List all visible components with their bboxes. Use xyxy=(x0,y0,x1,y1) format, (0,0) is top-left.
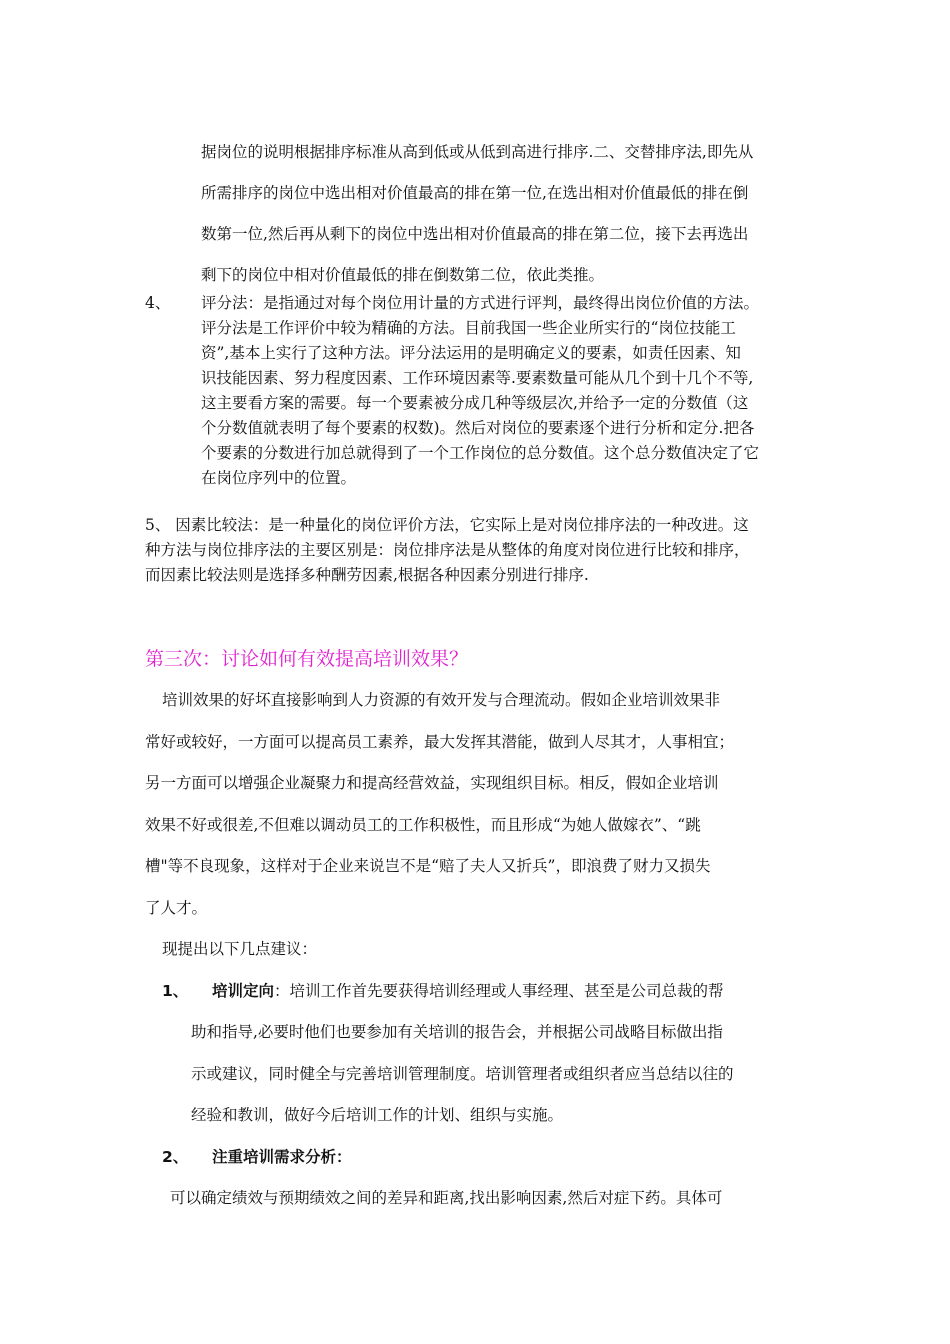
item5-line-3: 而因素比较法则是选择多种酬劳因素,根据各种因素分别进行排序. xyxy=(145,566,589,584)
continuation-line-4: 剩下的岗位中相对价值最低的排在倒数第二位，依此类推。 xyxy=(201,266,605,284)
point2-line: 可以确定绩效与预期绩效之间的差异和距离,找出影响因素,然后对症下药。具体可 xyxy=(170,1189,723,1207)
section-heading: 第三次：讨论如何有效提高培训效果？ xyxy=(145,648,469,670)
point1-number: 1、 xyxy=(162,982,189,1000)
intro-line-5: 槽"等不良现象，这样对于企业来说岂不是“赔了夫人又折兵”，即浪费了财力又损失 xyxy=(145,857,711,875)
item5-line-2: 种方法与岗位排序法的主要区别是：岗位排序法是从整体的角度对岗位进行比较和排序， xyxy=(145,541,750,559)
intro-line-4: 效果不好或很差,不但难以调动员工的工作积极性，而且形成“为她人做嫁衣”、“跳 xyxy=(145,816,701,834)
item4-line-6: 个分数值就表明了每个要素的权数)。然后对岗位的要素逐个进行分析和定分.把各 xyxy=(201,419,755,437)
item4-line-7: 个要素的分数进行加总就得到了一个工作岗位的总分数值。这个总分数值决定了它 xyxy=(201,444,760,462)
point1-line-3: 示或建议，同时健全与完善培训管理制度。培训管理者或组织者应当总结以往的 xyxy=(191,1065,734,1083)
intro-line-3: 另一方面可以增强企业凝聚力和提高经营效益，实现组织目标。相反，假如企业培训 xyxy=(145,774,719,792)
intro-line-6: 了人才。 xyxy=(145,899,208,917)
item4-line-8: 在岗位序列中的位置。 xyxy=(201,469,357,487)
point1-line-4: 经验和教训，做好今后培训工作的计划、组织与实施。 xyxy=(191,1106,564,1124)
item4-line-5: 这主要看方案的需要。每一个要素被分成几种等级层次,并给予一定的分数值（这 xyxy=(201,394,749,412)
item4-line-3: 资”,基本上实行了这种方法。评分法运用的是明确定义的要素，如责任因素、知 xyxy=(201,344,741,362)
item4-line-1: 评分法：是指通过对每个岗位用计量的方式进行评判，最终得出岗位价值的方法。 xyxy=(201,294,760,312)
point2-title-suffix: ： xyxy=(336,1147,352,1166)
continuation-line-2: 所需排序的岗位中选出相对价值最高的排在第一位,在选出相对价值最低的排在倒 xyxy=(201,184,749,202)
continuation-line-1: 据岗位的说明根据排序标准从高到低或从低到高进行排序.二、交替排序法,即先从 xyxy=(201,143,754,161)
continuation-line-3: 数第一位,然后再从剩下的岗位中选出相对价值最高的排在第二位，接下去再选出 xyxy=(201,225,749,243)
item4-line-2: 评分法是工作评价中较为精确的方法。目前我国一些企业所实行的“岗位技能工 xyxy=(201,319,736,337)
intro-line-1: 培训效果的好坏直接影响到人力资源的有效开发与合理流动。假如企业培训效果非 xyxy=(162,691,721,709)
item4-line-4: 识技能因素、努力程度因素、工作环境因素等.要素数量可能从几个到十几个不等, xyxy=(201,369,754,387)
intro-line-2: 常好或较好，一方面可以提高员工素养，最大发挥其潜能，做到人尽其才，人事相宜； xyxy=(145,733,735,751)
point1-line-2: 助和指导,必要时他们也要参加有关培训的报告会，并根据公司战略目标做出指 xyxy=(191,1023,723,1041)
item5-line-1: 5、 因素比较法：是一种量化的岗位评价方法，它实际上是对岗位排序法的一种改进。这 xyxy=(145,516,749,534)
point2-number: 2、 xyxy=(162,1148,189,1166)
point1-first-line xyxy=(212,981,724,1001)
point1-title: 培训定向 xyxy=(212,981,275,1000)
point1-first-rest: ：培训工作首先要获得培训经理或人事经理、甚至是公司总裁的帮 xyxy=(274,982,724,1000)
suggest-line: 现提出以下几点建议： xyxy=(162,940,318,958)
item4-number: 4、 xyxy=(145,294,171,312)
point2-title: 注重培训需求分析 xyxy=(212,1147,337,1166)
point2-title-line xyxy=(212,1147,352,1167)
